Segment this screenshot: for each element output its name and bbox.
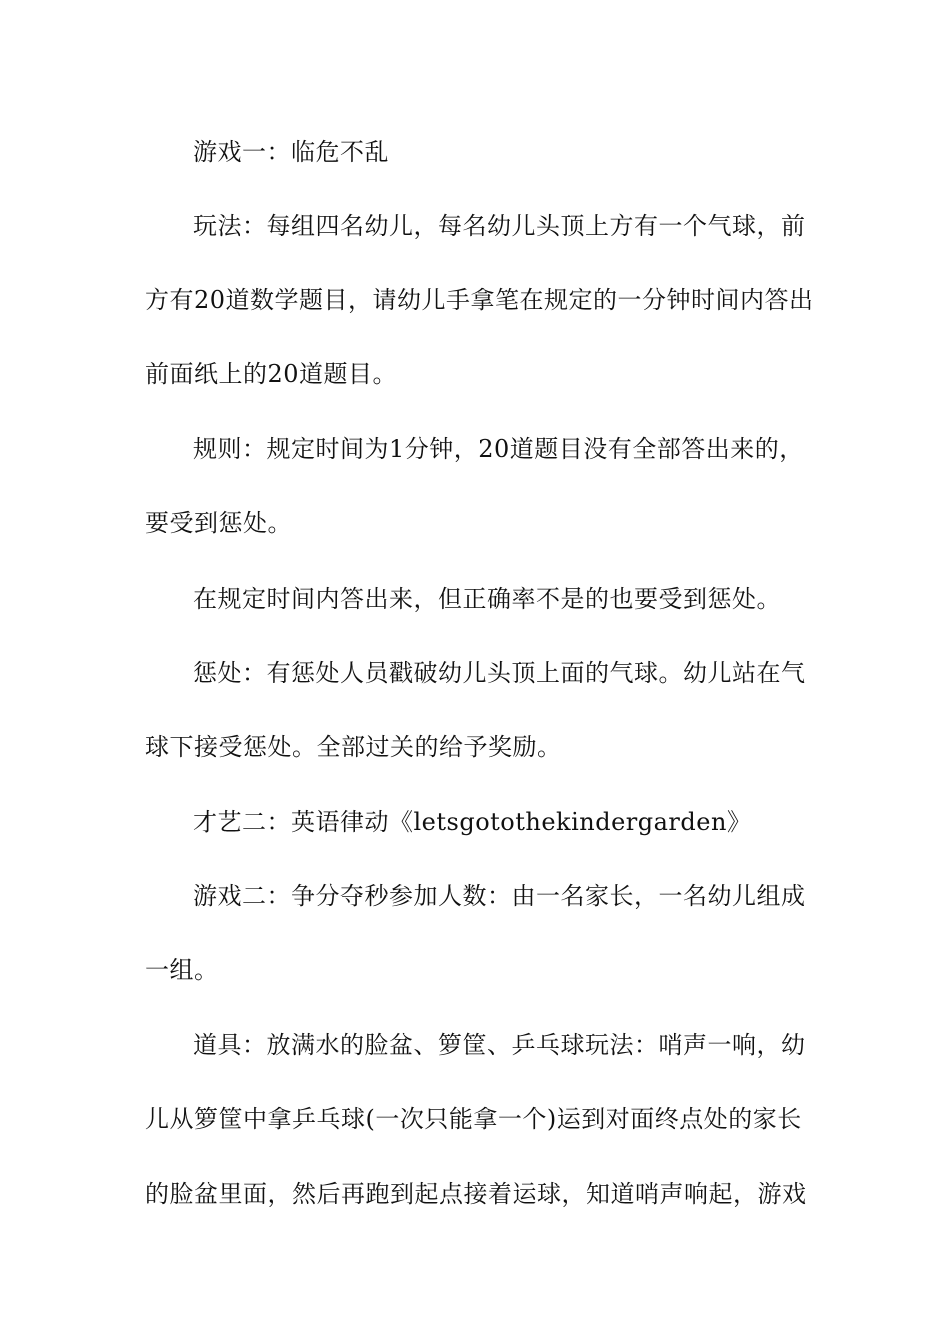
- heading-talent-two: 才艺二：英语律动《letsgotothekindergarden》: [193, 808, 752, 836]
- heading-game-one: 游戏一：临危不乱: [193, 138, 389, 166]
- paragraph-line: 要受到惩处。: [145, 509, 292, 537]
- paragraph-line: 的脸盆里面，然后再跑到起点接着运球，知道哨声响起，游戏: [145, 1180, 807, 1208]
- paragraph-line: 玩法：每组四名幼儿，每名幼儿头顶上方有一个气球，前: [193, 212, 806, 240]
- paragraph-line: 规则：规定时间为1分钟，20道题目没有全部答出来的，: [193, 435, 804, 463]
- paragraph-line: 在规定时间内答出来，但正确率不是的也要受到惩处。: [193, 585, 781, 613]
- paragraph-line: 方有20道数学题目，请幼儿手拿笔在规定的一分钟时间内答出: [145, 286, 814, 314]
- paragraph-line: 前面纸上的20道题目。: [145, 360, 398, 388]
- paragraph-line: 惩处：有惩处人员戳破幼儿头顶上面的气球。幼儿站在气: [193, 659, 806, 687]
- paragraph-line: 儿从箩筐中拿乒乓球(一次只能拿一个)运到对面终点处的家长: [145, 1105, 802, 1133]
- paragraph-line: 一组。: [145, 956, 219, 984]
- paragraph-line: 游戏二：争分夺秒参加人数：由一名家长，一名幼儿组成: [193, 882, 806, 910]
- paragraph-line: 道具：放满水的脸盆、箩筐、乒乓球玩法：哨声一响，幼: [193, 1031, 806, 1059]
- paragraph-line: 球下接受惩处。全部过关的给予奖励。: [145, 733, 562, 761]
